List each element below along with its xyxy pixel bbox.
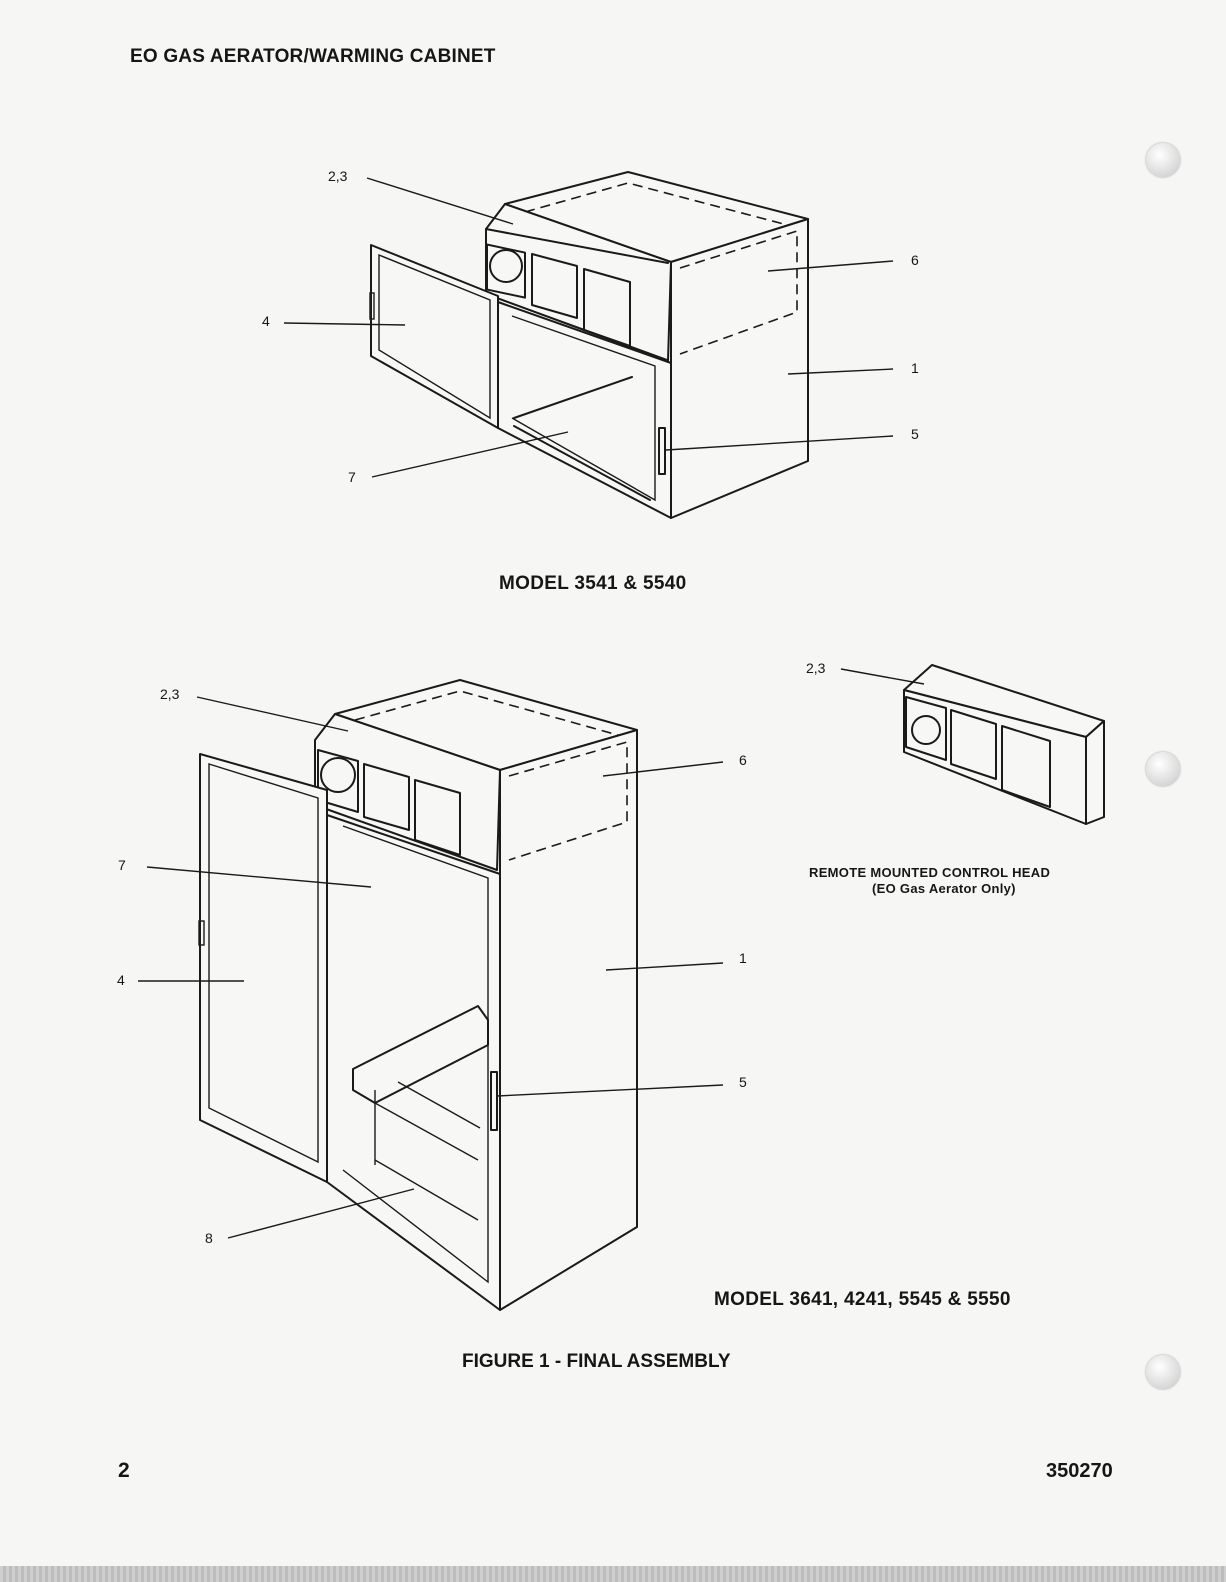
bottom-callout-6: 6 — [739, 752, 747, 768]
top-callout-6: 6 — [911, 252, 919, 268]
remote-head-sublabel: (EO Gas Aerator Only) — [872, 881, 1016, 896]
bottom-callout-2-3: 2,3 — [160, 686, 180, 702]
punch-hole-top — [1146, 143, 1180, 177]
bottom-callout-8: 8 — [205, 1230, 213, 1246]
page-number: 2 — [118, 1459, 130, 1482]
top-cabinet-drawing — [284, 172, 893, 518]
top-callout-7: 7 — [348, 469, 356, 485]
page-title: EO GAS AERATOR/WARMING CABINET — [130, 46, 496, 67]
top-callout-1: 1 — [911, 360, 919, 376]
scan-edge-strip — [0, 1566, 1226, 1582]
top-callout-5: 5 — [911, 426, 919, 442]
remote-head-label: REMOTE MOUNTED CONTROL HEAD — [809, 865, 1051, 880]
bottom-figure-caption: MODEL 3641, 4241, 5545 & 5550 — [714, 1289, 1011, 1310]
bottom-cabinet-drawing — [138, 680, 723, 1310]
bottom-callout-5: 5 — [739, 1074, 747, 1090]
top-callout-2-3: 2,3 — [328, 168, 348, 184]
remote-control-head-drawing — [841, 665, 1104, 824]
punch-hole-middle — [1146, 752, 1180, 786]
remote-callout-2-3: 2,3 — [806, 660, 826, 676]
figure-title: FIGURE 1 - FINAL ASSEMBLY — [462, 1351, 731, 1372]
punch-hole-bottom — [1146, 1355, 1180, 1389]
bottom-callout-4: 4 — [117, 972, 125, 988]
bottom-callout-7: 7 — [118, 857, 126, 873]
top-figure-caption: MODEL 3541 & 5540 — [499, 573, 687, 594]
top-callout-4: 4 — [262, 313, 270, 329]
document-number: 350270 — [1046, 1460, 1113, 1482]
bottom-callout-1: 1 — [739, 950, 747, 966]
